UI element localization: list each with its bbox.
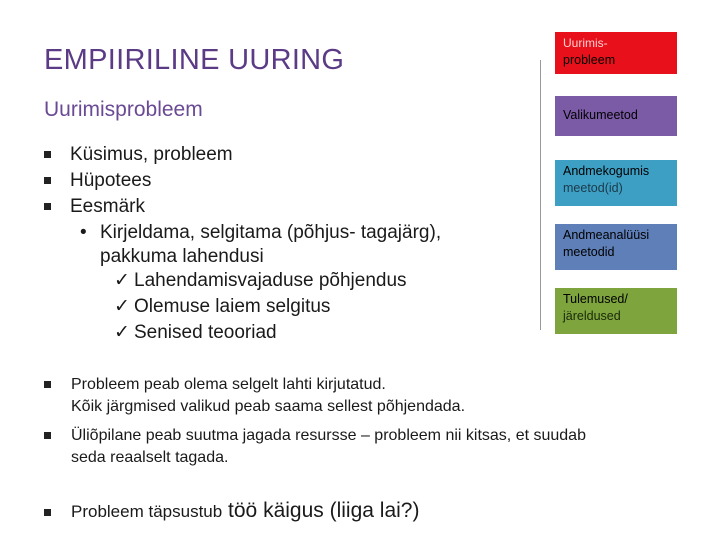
checkmark-icon: ✓ [114, 270, 130, 291]
checkmark-icon: ✓ [114, 322, 130, 343]
diagram-connector-line [540, 60, 541, 330]
bottom-bullet-line: Probleem peab olema selgelt lahti kirjutatud. [71, 376, 386, 393]
slide-subtitle: Uurimisprobleem [44, 98, 203, 121]
bottom-bullet-line: Kõik järgmised valikud peab saama sellest põhjendada. [71, 398, 466, 415]
check-item: Lahendamisvajaduse põhjendus [134, 270, 407, 291]
box-line: Uurimis- [563, 36, 608, 50]
sub-bullet-line: Kirjeldama, selgitama (põhjus- tagajärg), [100, 222, 442, 243]
box-line: Andmekogumis [563, 164, 650, 178]
diagram-box-valikumeetod [555, 96, 677, 136]
bullet-item: Eesmärk [70, 196, 145, 217]
box-line: Tulemused/ [563, 292, 628, 306]
check-item: Senised teooriad [134, 322, 277, 343]
sub-bullet-line: pakkuma lahendusi [100, 246, 264, 267]
bullet-square-icon [44, 509, 51, 516]
bullet-item: Hüpotees [70, 170, 152, 191]
bullet-square-icon [44, 432, 51, 439]
box-line: meetod(id) [563, 181, 623, 195]
diagram-box-andmekogumis [555, 160, 677, 206]
last-bullet-part2: töö käigus (liiga lai?) [222, 499, 420, 522]
bullet-square-icon [44, 151, 51, 158]
box-line: Valikumeetod [563, 108, 638, 122]
bullet-square-icon [44, 381, 51, 388]
checkmark-icon: ✓ [114, 296, 130, 317]
box-line: Andmeanalüüsi [563, 228, 650, 242]
last-bullet-part1: Probleem täpsustub [71, 502, 223, 521]
slide-title: EMPIIRILINE UURING [44, 44, 345, 76]
last-bullet [71, 498, 419, 525]
diagram-box-uurimisprobleem [555, 32, 677, 74]
bullet-square-icon [44, 177, 51, 184]
bullet-item: Küsimus, probleem [70, 144, 233, 165]
diagram-box-tulemused [555, 288, 677, 334]
bullet-square-icon [44, 203, 51, 210]
box-line: meetodid [563, 245, 615, 259]
bottom-bullet-line: Üliõpilane peab suutma jagada resursse – probleem nii kitsas, et suudab [71, 427, 586, 444]
bottom-bullet-line: seda reaalselt tagada. [71, 449, 229, 466]
dot-bullet-icon: • [80, 222, 87, 243]
check-item: Olemuse laiem selgitus [134, 296, 331, 317]
diagram-box-andmeanaluusi [555, 224, 677, 270]
box-line: probleem [563, 53, 616, 67]
box-line: järeldused [563, 309, 621, 323]
